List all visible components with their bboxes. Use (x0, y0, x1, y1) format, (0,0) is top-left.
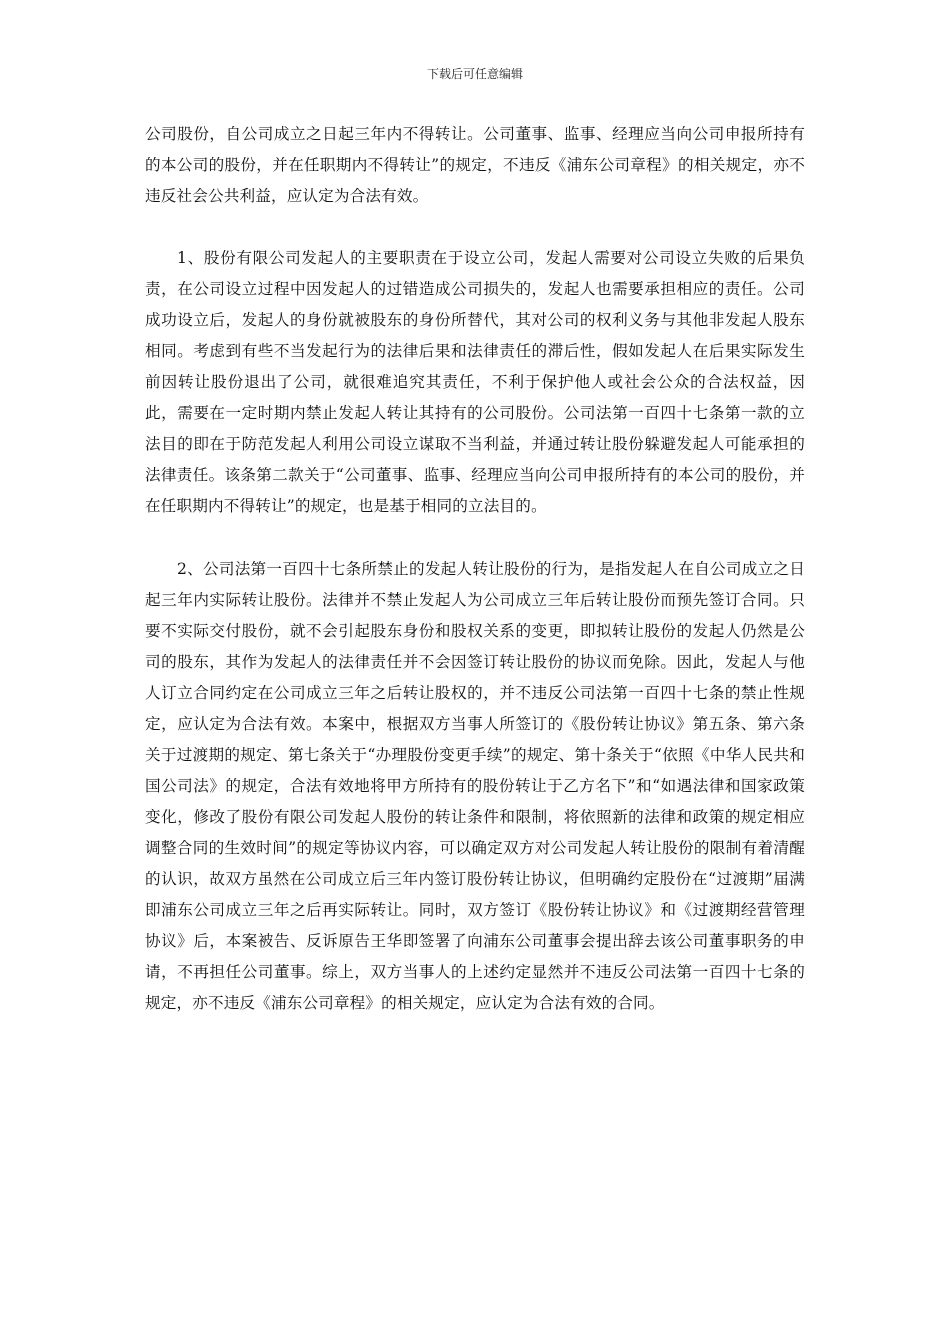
document-body (145, 119, 805, 1051)
paragraph-continuation: 公司股份，自公司成立之日起三年内不得转让。公司董事、监事、经理应当向公司申报所持有的本公司的股份，并在任职期内不得转让”的规定，不违反《浦东公司章程》的相关规定，亦不违反社会公共利益，应认定为合法有效。 (145, 125, 805, 205)
paragraph-point-1: 1、股份有限公司发起人的主要职责在于设立公司，发起人需要对公司设立失败的后果负责，在公司设立过程中因发起人的过错造成公司损失的，发起人也需要承担相应的责任。公司成功设立后，发起人的身份就被股东的身份所替代，其对公司的权利义务与其他非发起人股东相同。考虑到有些不当发起行为的法律后果和法律责任的滞后性，假如发起人在后果实际发生前因转让股份退出了公司，就很难追究其责任，不利于保护他人或社会公众的合法权益，因此，需要在一定时期内禁止发起人转让其持有的公司股份。公司法第一百四十七条第一款的立法目的即在于防范发起人利用公司设立谋取不当利益，并通过转让股份躲避发起人可能承担的法律责任。该条第二款关于“公司董事、监事、经理应当向公司申报所持有的本公司的股份，并在任职期内不得转让”的规定，也是基于相同的立法目的。 (145, 249, 805, 515)
page-header: 下载后可任意编辑 (426, 67, 523, 81)
paragraph-point-2: 2、公司法第一百四十七条所禁止的发起人转让股份的行为，是指发起人在自公司成立之日起三年内实际转让股份。法律并不禁止发起人为公司成立三年后转让股份而预先签订合同。只要不实际交付股份，就不会引起股东身份和股权关系的变更，即拟转让股份的发起人仍然是公司的股东，其作为发起人的法律责任并不会因签订转让股份的协议而免除。因此，发起人与他人订立合同约定在公司成立三年之后转让股权的，并不违反公司法第一百四十七条的禁止性规定，应认定为合法有效。本案中，根据双方当事人所签订的《股份转让协议》第五条、第六条关于过渡期的规定、第七条关于“办理股份变更手续”的规定、第十条关于“依照《中华人民共和国公司法》的规定，合法有效地将甲方所持有的股份转让于乙方名下”和“如遇法律和国家政策变化，修改了股份有限公司发起人股份的转让条件和限制，将依照新的法律和政策的规定相应调整合同的生效时间”的规定等协议内容，可以确定双方对公司发起人转让股份的限制有着清醒的认识，故双方虽然在公司成立后三年内签订股份转让协议，但明确约定股份在“过渡期”届满即浦东公司成立三年之后再实际转让。同时，双方签订《股份转让协议》和《过渡期经营管理协议》后，本案被告、反诉原告王华即签署了向浦东公司董事会提出辞去该公司董事职务的申请，不再担任公司董事。综上，双方当事人的上述约定显然并不违反公司法第一百四十七条的规定，亦不违反《浦东公司章程》的相关规定，应认定为合法有效的合同。 (145, 560, 805, 1012)
